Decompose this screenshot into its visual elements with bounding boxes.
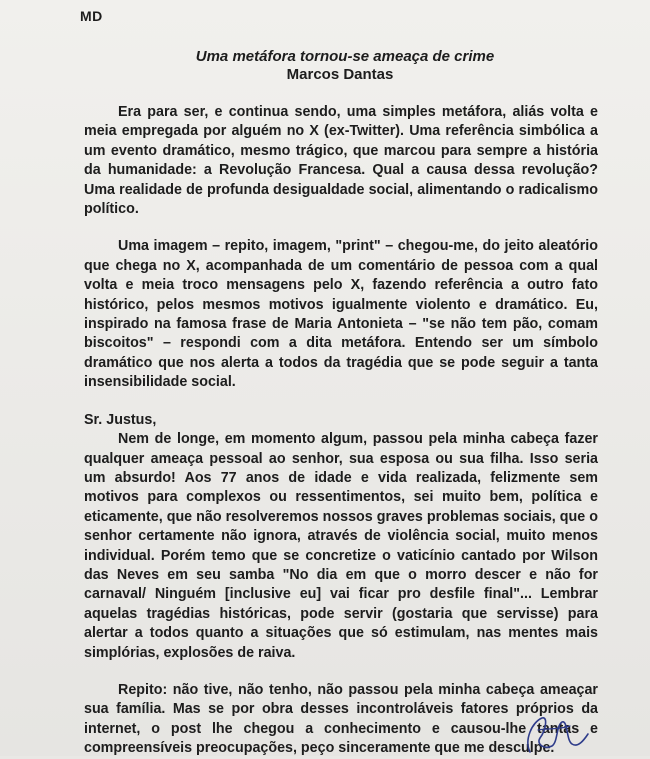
handwritten-signature xyxy=(518,700,598,756)
author-initials: MD xyxy=(80,8,103,24)
salutation: Sr. Justus, xyxy=(84,411,157,428)
paragraph-3: Nem de longe, em momento algum, passou pela minha cabeça fazer qualquer ameaça pessoal ao senhor, sua esposa ou sua filha. Isso seria um absurdo! Aos 77 anos de idade e vida realizada, felizmente sem motivos para complexos ou ressentimentos, sei muito bem, política e eticamente, que não resolveremos nossos graves problemas sociais, que o senhor certamente não ignora, através de violência social, muito menos individual. Porém temo que se concretize o vaticínio cantado por Wilson das Neves em seu samba "No dia em que o morro descer e não for carnaval/ Ninguém [inclusive eu] vai ficar pro desfile final"... Lembrar aquelas tragédias históricas, pode servir (gostaria que servisse) para alertar a todos quanto a situações que só estimulam, nas mentes mais simplórias, explosões de raiva. xyxy=(84,431,598,661)
paragraph-1: Era para ser, e continua sendo, uma simples metáfora, aliás volta e meia empregada por alguém no X (ex-Twitter). Uma referência simbólica a um evento dramático, mesmo trágico, que marcou para sempre a história da humanidade: a Revolução Francesa. Qual a causa dessa revolução? Uma realidade de profunda desigualdade social, alimentando o radicalismo político. xyxy=(84,104,598,218)
paragraph-4: Repito: não tive, não tenho, não passou pela minha cabeça ameaçar sua família. Mas se por obra desses incontroláveis fatores próprios da internet, o post lhe chegou a conhecimento e causou-lhe tantas e compreensíveis preocupações, peço sinceramente que me desculpe. xyxy=(84,681,598,757)
letter-title: Uma metáfora tornou-se ameaça de crime xyxy=(195,48,495,65)
letter-heading xyxy=(0,48,650,84)
paragraph-2: Uma imagem – repito, imagem, "print" – chegou-me, do jeito aleatório que chega no X, acompanhada de um comentário de pessoa com a qual volta e meia troco mensagens pelo X, fazendo referência a outro fato histórico, pelos mesmos motivos igualmente violento e dramático. Eu, inspirado na famosa frase de Maria Antonieta – "se não tem pão, comam biscoitos" – respondi com a dita metáfora. Entendo ser um símbolo dramático que nos alerta a todos da tragédia que se pode seguir a tanta insensibilidade social. xyxy=(84,238,598,391)
letter-body xyxy=(84,103,598,759)
letter-author: Marcos Dantas xyxy=(286,66,394,83)
